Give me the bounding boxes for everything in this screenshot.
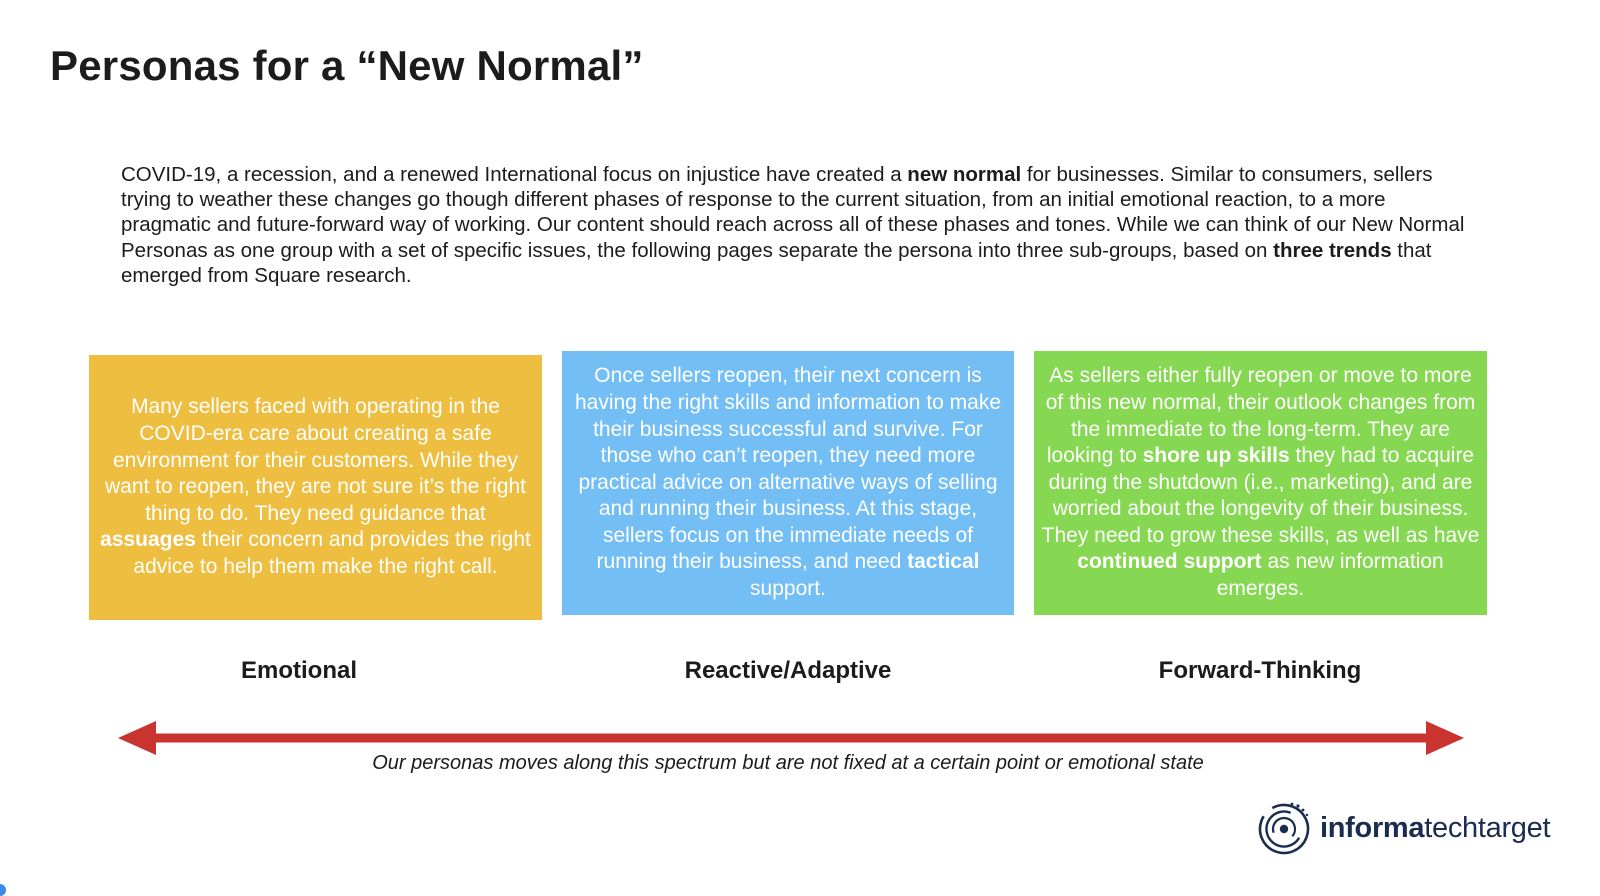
intro-text-1: COVID-19, a recession, and a renewed International focus on injustice have created a: [121, 163, 908, 186]
intro-text-2: for businesses. Similar to consumers, sellers trying to weather these changes go though different phases of response to the current situation, from an initial emotional reaction, to a more pragmatic and future-forward way of working. Our content should reach across all of these phases and tones. While we can think of our New Normal Personas as one group with a set of specific issues, the following pages separate the persona into three sub-groups, based on: [121, 163, 1465, 262]
brand-wordmark: [1320, 812, 1550, 845]
informa-logo-icon: [1256, 800, 1312, 856]
brand-word-informa: informa: [1320, 811, 1425, 844]
card-emotional-bold-1: assuages: [100, 528, 196, 552]
page-title: Personas for a “New Normal”: [50, 42, 644, 89]
card-reactive-text-1: Once sellers reopen, their next concern is having the right skills and information to make their business successful and survive. For those who can’t reopen, they need more practical advice on alternative ways of selling and running their business. At this stage, sellers focus on the immediate needs of running their business, and need: [574, 364, 1002, 574]
phase-label-reactive-adaptive: Reactive/Adaptive: [684, 657, 892, 684]
card-forward-bold-1: shore up skills: [1142, 444, 1290, 468]
brand-word-techtarget: techtarget: [1424, 811, 1551, 844]
phase-label-emotional: Emotional: [240, 657, 357, 684]
brand-logo: [1256, 800, 1550, 856]
card-forward-text-3: as new information emerges.: [1216, 550, 1444, 601]
phase-label-forward-thinking: Forward-Thinking: [1158, 657, 1362, 684]
card-emotional-text-1: Many sellers faced with operating in the COVID-era care about creating a safe environment for their customers. While they want to reopen, they are not sure it’s the right thing to do. They need guidance that: [104, 395, 527, 525]
spectrum-caption: Our personas moves along this spectrum but are not fixed at a certain point or emotional state: [372, 752, 1204, 774]
card-forward-text-2: they had to acquire during the shutdown (i.e., marketing), and are worried about the longevity of their business. They need to grow these skills, as well as have: [1041, 444, 1480, 547]
card-emotional-text-2: their concern and provides the right advice to help them make the right call.: [133, 528, 531, 578]
intro-bold-2: three trends: [1273, 238, 1392, 262]
intro-paragraph: [121, 162, 1481, 288]
card-reactive-bold-1: tactical: [907, 550, 980, 574]
spectrum-arrow-shape: [118, 721, 1464, 755]
corner-indicator-dot: [0, 884, 6, 896]
card-reactive-text-2: support.: [750, 577, 826, 601]
card-emotional-text: [95, 394, 536, 580]
card-forward-bold-2: continued support: [1077, 550, 1262, 574]
card-forward-text-1: As sellers either fully reopen or move to more of this new normal, their outlook changes from the immediate to the long-term. They are looking to: [1045, 364, 1476, 468]
card-emotional: [89, 355, 542, 620]
card-reactive-adaptive: [562, 351, 1014, 615]
card-forward-thinking: [1034, 351, 1487, 615]
card-forward-text: [1040, 363, 1481, 602]
card-reactive-text: [568, 363, 1008, 602]
intro-bold-1: new normal: [907, 163, 1022, 186]
intro-text-3: that emerged from Square research.: [121, 238, 1432, 287]
